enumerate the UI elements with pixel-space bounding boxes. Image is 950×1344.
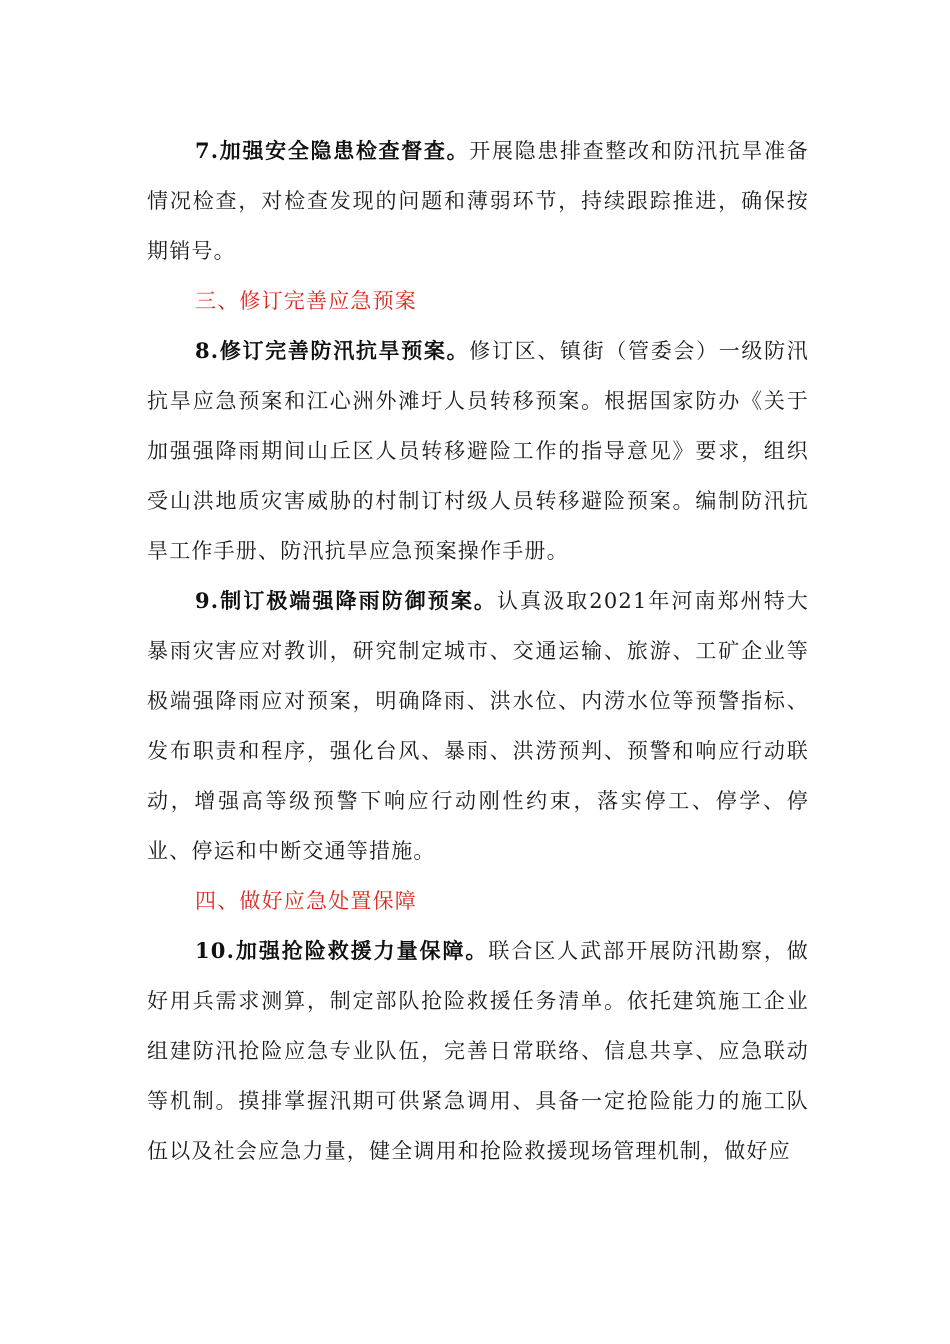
paragraph-item-7 bbox=[147, 126, 809, 276]
paragraph-body: 开展隐患排查整改和防汛抗旱准备情况检查，对检查发现的问题和薄弱环节，持续跟踪推进，确保按期销号。 bbox=[147, 139, 809, 263]
paragraph-lead-title: 8.修订完善防汛抗旱预案。 bbox=[195, 338, 470, 363]
section-heading-4: 四、做好应急处置保障 bbox=[195, 889, 417, 913]
paragraph-lead-title: 7.加强安全隐患检查督查。 bbox=[195, 138, 470, 163]
paragraph-body: 联合区人武部开展防汛勘察，做好用兵需求测算，制定部队抢险救援任务清单。依托建筑施工企业组建防汛抢险应急专业队伍，完善日常联络、信息共享、应急联动等机制。摸排掌握汛期可供紧急调用、具备一定抢险能力的施工队伍以及社会应急力量，健全调用和抢险救援现场管理机制，做好应 bbox=[147, 939, 809, 1163]
paragraph-item-10 bbox=[147, 926, 809, 1176]
paragraph-body: 修订区、镇街（管委会）一级防汛抗旱应急预案和江心洲外滩圩人员转移预案。根据国家防办《关于加强强降雨期间山丘区人员转移避险工作的指导意见》要求，组织受山洪地质灾害威胁的村制订村级人员转移避险预案。编制防汛抗旱工作手册、防汛抗旱应急预案操作手册。 bbox=[147, 339, 809, 563]
paragraph-lead-title: 10.加强抢险救援力量保障。 bbox=[195, 938, 489, 963]
section-heading-3: 三、修订完善应急预案 bbox=[195, 289, 417, 313]
paragraph-lead-title: 9.制订极端强降雨防御预案。 bbox=[195, 588, 497, 613]
paragraph-item-8 bbox=[147, 326, 809, 576]
paragraph-body: 认真汲取2021年河南郑州特大暴雨灾害应对教训，研究制定城市、交通运输、旅游、工矿企业等极端强降雨应对预案，明确降雨、洪水位、内涝水位等预警指标、发布职责和程序，强化台风、暴雨、洪涝预判、预警和响应行动联动，增强高等级预警下响应行动刚性约束，落实停工、停学、停业、停运和中断交通等措施。 bbox=[147, 589, 809, 863]
paragraph-item-9 bbox=[147, 576, 809, 876]
